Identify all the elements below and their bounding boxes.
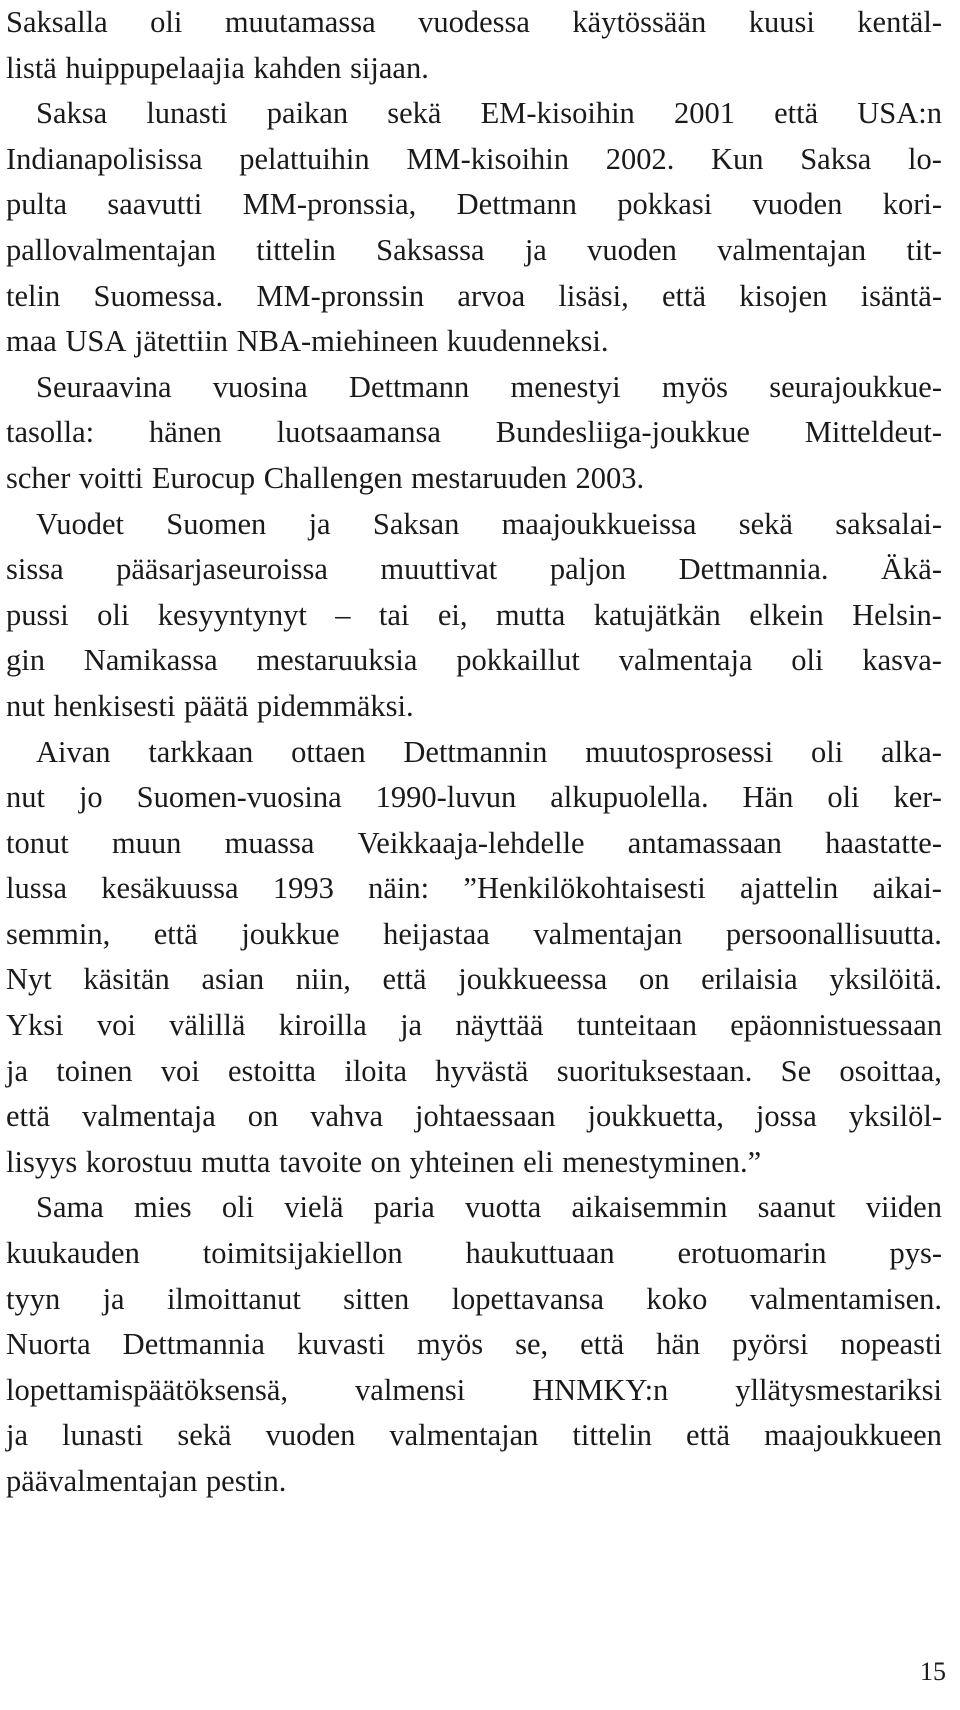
paragraph <box>6 730 942 1186</box>
text-line: tonut muun muassa Veikkaaja-lehdelle antamassaan haastatte- <box>6 825 942 860</box>
text-line: lisyys korostuu mutta tavoite on yhteinen eli menestyminen.” <box>6 1144 762 1179</box>
text-line: scher voitti Eurocup Challengen mestaruuden 2003. <box>6 460 645 495</box>
text-line: päävalmentajan pestin. <box>6 1464 287 1498</box>
text-line: telin Suomessa. MM-pronssin arvoa lisäsi, että kisojen isäntä- <box>6 278 942 313</box>
paragraph <box>6 0 942 91</box>
text-line: pussi oli kesyyntynyt – tai ei, mutta katujätkän elkein Helsin- <box>6 597 942 632</box>
text-line: Saksa lunasti paikan sekä EM-kisoihin 2001 että USA:n <box>36 96 942 131</box>
paragraph <box>6 1185 942 1504</box>
text-line: Seuraavina vuosina Dettmann menestyi myös seurajoukkue- <box>36 369 942 404</box>
text-line: gin Namikassa mestaruuksia pokkaillut valmentaja oli kasva- <box>6 643 942 678</box>
paragraph <box>6 365 942 502</box>
text-line: Nyt käsitän asian niin, että joukkueessa on erilaisia yksilöitä. <box>6 962 942 997</box>
text-line: Indianapolisissa pelattuihin MM-kisoihin 2002. Kun Saksa lo- <box>6 141 942 176</box>
text-line: että valmentaja on vahva johtaessaan joukkuetta, jossa yksilöl- <box>6 1099 942 1134</box>
text-line: maa USA jätettiin NBA-miehineen kuudenneksi. <box>6 324 609 359</box>
page-number: 15 <box>920 1657 946 1686</box>
text-line: Yksi voi välillä kiroilla ja näyttää tunteitaan epäonnistuessaan <box>6 1008 942 1043</box>
text-line: Nuorta Dettmannia kuvasti myös se, että hän pyörsi nopeasti <box>6 1327 942 1362</box>
text-line: lopettamispäätöksensä, valmensi HNMKY:n yllätysmestariksi <box>6 1372 942 1407</box>
text-line: listä huippupelaajia kahden sijaan. <box>6 50 429 85</box>
text-line: ja lunasti sekä vuoden valmentajan tittelin että maajoukkueen <box>6 1418 942 1453</box>
text-line: nut jo Suomen-vuosina 1990-luvun alkupuolella. Hän oli ker- <box>6 780 942 815</box>
text-line: nut henkisesti päätä pidemmäksi. <box>6 688 414 723</box>
paragraph <box>6 502 942 730</box>
text-line: Sama mies oli vielä paria vuotta aikaisemmin saanut viiden <box>36 1190 942 1225</box>
text-line: Saksalla oli muutamassa vuodessa käytössään kuusi kentäl- <box>6 5 942 39</box>
text-line: Aivan tarkkaan ottaen Dettmannin muutosprosessi oli alka- <box>36 734 942 769</box>
text-line: pulta saavutti MM-pronssia, Dettmann pokkasi vuoden kori- <box>6 187 942 222</box>
text-line: kuukauden toimitsijakiellon haukuttuaan erotuomarin pys- <box>6 1236 942 1271</box>
text-line: tasolla: hänen luotsaamansa Bundesliiga-joukkue Mitteldeut- <box>6 415 942 450</box>
text-line: tyyn ja ilmoittanut sitten lopettavansa koko valmentamisen. <box>6 1281 942 1316</box>
text-line: semmin, että joukkue heijastaa valmentajan persoonallisuutta. <box>6 916 942 951</box>
text-line: lussa kesäkuussa 1993 näin: ”Henkilökohtaisesti ajattelin aikai- <box>6 871 942 906</box>
document-page <box>6 0 942 1505</box>
text-line: ja toinen voi estoitta iloita hyvästä suorituksestaan. Se osoittaa, <box>6 1053 942 1088</box>
text-line: sissa pääsarjaseuroissa muuttivat paljon Dettmannia. Äkä- <box>6 552 942 587</box>
paragraph <box>6 91 942 365</box>
text-line: pallovalmentajan tittelin Saksassa ja vuoden valmentajan tit- <box>6 232 942 267</box>
text-line: Vuodet Suomen ja Saksan maajoukkueissa sekä saksalai- <box>36 506 942 541</box>
